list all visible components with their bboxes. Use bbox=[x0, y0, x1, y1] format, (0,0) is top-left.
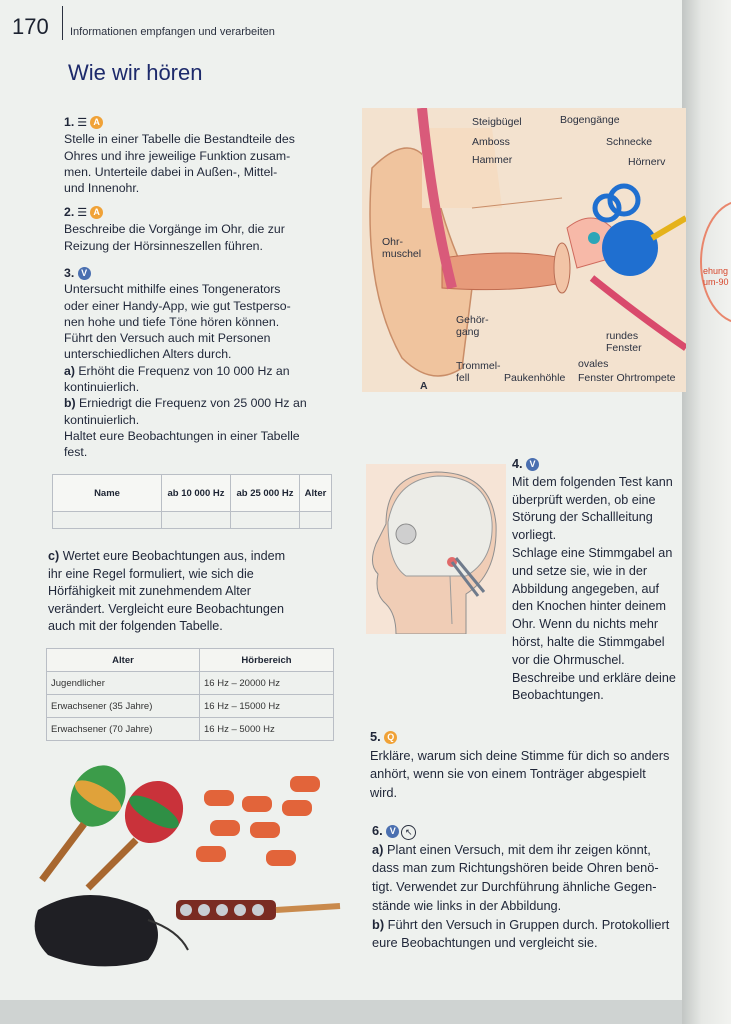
task-3c bbox=[48, 548, 285, 636]
task-text-line: kontinuierlich. bbox=[64, 380, 140, 395]
task-text-line: Beobachtungen. bbox=[512, 688, 604, 703]
skull-illustration bbox=[366, 464, 506, 634]
subtask-label: a) bbox=[64, 363, 75, 378]
table-row bbox=[47, 695, 334, 718]
skull-tuning-fork-figure bbox=[366, 464, 506, 634]
table-cell: Erwachsener (70 Jahre) bbox=[47, 718, 200, 741]
task-text-line: Störung der Schallleitung bbox=[512, 510, 653, 525]
task-1 bbox=[64, 114, 295, 196]
task-text-line: Mit dem folgenden Test kann bbox=[512, 474, 673, 489]
task-text-line: Erhöht die Frequenz von 10 000 Hz an bbox=[78, 363, 290, 378]
task-text-line: vorliegt. bbox=[512, 528, 557, 543]
task-text-line: unterschiedlichen Alters durch. bbox=[64, 347, 232, 362]
task-text-line: und Innenohr. bbox=[64, 181, 140, 196]
table-header: ab 25 000 Hz bbox=[231, 475, 300, 512]
task-text-line: anhört, wenn sie von einem Tonträger abgespielt bbox=[370, 766, 646, 781]
label-hammer: Hammer bbox=[472, 154, 513, 166]
table-row bbox=[47, 718, 334, 741]
task-text-line: tigt. Verwendet zur Durchführung ähnliche Gegen- bbox=[372, 879, 657, 895]
page-number: 170 bbox=[12, 14, 49, 39]
task-text-line: vor die Ohrmuschel. bbox=[512, 652, 625, 667]
next-page-edge-text: ehung um-90 bbox=[703, 266, 729, 287]
table-row bbox=[47, 672, 334, 695]
task-text-line: Erniedrigt die Frequenz von 25 000 Hz an bbox=[79, 396, 307, 411]
subtask-label: a) bbox=[372, 841, 384, 857]
task-text-line: Untersucht mithilfe eines Tongenerators bbox=[64, 282, 281, 297]
table-cell: 16 Hz – 20000 Hz bbox=[200, 672, 334, 695]
label-steigbuegel: Steigbügel bbox=[472, 116, 522, 128]
label-ovales: ovales bbox=[578, 358, 609, 370]
label-paukenhoehle: Paukenhöhle bbox=[504, 372, 566, 384]
task-text-line: Beschreibe und erkläre deine bbox=[512, 670, 676, 685]
task-3 bbox=[64, 265, 307, 461]
task-text-line: Plant einen Versuch, mit dem ihr zeigen könnt, bbox=[386, 841, 651, 857]
task-text-line: Beschreibe die Vorgänge im Ohr, die zur bbox=[64, 222, 285, 237]
task-text-line: stände wie links in der Abbildung. bbox=[372, 897, 562, 913]
task-text-line: ihr eine Regel formuliert, wie sich die bbox=[48, 566, 254, 581]
task-text-line: kontinuierlich. bbox=[64, 412, 140, 427]
objects-illustration bbox=[28, 760, 358, 980]
task-text-line: dass man zum Richtungshören beide Ohren benö- bbox=[372, 860, 659, 876]
next-page-edge bbox=[682, 0, 731, 1024]
task-2 bbox=[64, 204, 285, 254]
task-number: 6. bbox=[372, 823, 383, 838]
list-icon: ☰ bbox=[77, 207, 88, 219]
figure-letter: A bbox=[420, 380, 428, 392]
task-text-line: verändert. Vergleicht eure Beobachtungen bbox=[48, 601, 284, 616]
task-text-line: Ohres und ihre jeweilige Funktion zusam- bbox=[64, 148, 291, 163]
task-4 bbox=[512, 456, 676, 705]
subtask-label: b) bbox=[64, 396, 76, 411]
task-text-line: nen hohe und tiefe Töne hören können. bbox=[64, 314, 280, 329]
page-title: Wie wir hören bbox=[68, 60, 203, 85]
hearing-range-table bbox=[46, 648, 334, 741]
task-text-line: wird. bbox=[370, 784, 398, 800]
task-text-line: Reizung der Hörsinneszellen führen. bbox=[64, 238, 263, 253]
task-number: 1. bbox=[64, 115, 75, 129]
table-cell: 16 Hz – 15000 Hz bbox=[200, 695, 334, 718]
cursor-icon: ↖ bbox=[401, 825, 416, 840]
task-text-line: oder einer Handy-App, wie gut Testperso- bbox=[64, 298, 291, 313]
task-text-line: men. Unterteile dabei in Außen-, Mittel- bbox=[64, 164, 278, 179]
header-divider bbox=[62, 6, 63, 40]
table-row bbox=[53, 512, 332, 529]
task-text-line: Hörfähigkeit mit zunehmendem Alter bbox=[48, 584, 251, 598]
observation-table bbox=[52, 474, 332, 529]
task-text-line: Schlage eine Stimmgabel an bbox=[512, 545, 673, 560]
table-header: Alter bbox=[300, 475, 332, 512]
task-text-line: Abbildung angegeben, auf bbox=[512, 581, 660, 596]
section-title: Informationen empfangen und verarbeiten bbox=[70, 26, 275, 38]
task-number: 2. bbox=[64, 205, 75, 219]
task-text-line: Stelle in einer Tabelle die Bestandteile des bbox=[64, 132, 295, 147]
table-header: ab 10 000 Hz bbox=[162, 475, 231, 512]
label-gehoergang: Gehör- gang bbox=[456, 314, 489, 338]
label-bogengaenge: Bogengänge bbox=[560, 114, 620, 126]
task-5 bbox=[370, 728, 669, 802]
task-number: 4. bbox=[512, 457, 523, 471]
label-schnecke: Schnecke bbox=[606, 136, 653, 148]
list-icon: ☰ bbox=[77, 117, 88, 129]
badge-v-icon: V bbox=[526, 458, 539, 471]
badge-v-icon: V bbox=[386, 825, 399, 838]
task-text-line: Ohr. Wenn du nichts mehr bbox=[512, 617, 659, 632]
badge-v-icon: V bbox=[78, 267, 91, 280]
task-6 bbox=[372, 822, 669, 953]
subtask-label: c) bbox=[48, 549, 60, 563]
task-text-line: auch mit der folgenden Tabelle. bbox=[48, 619, 223, 633]
label-hoernerv: Hörnerv bbox=[628, 156, 666, 168]
badge-a-icon: A bbox=[90, 206, 103, 219]
table-cell: Erwachsener (35 Jahre) bbox=[47, 695, 200, 718]
table-header: Hörbereich bbox=[200, 649, 334, 672]
table-cell: 16 Hz – 5000 Hz bbox=[200, 718, 334, 741]
task-text-line: Wertet eure Beobachtungen aus, indem bbox=[62, 549, 286, 563]
label-ohrmuschel: Ohr- muschel bbox=[382, 236, 422, 260]
task-text-line: Führt den Versuch in Gruppen durch. Protokolliert bbox=[387, 916, 670, 932]
table-header: Alter bbox=[47, 649, 200, 672]
ear-anatomy-figure bbox=[362, 108, 686, 392]
task-text-line: und setze sie, wie in der bbox=[512, 563, 648, 578]
task-text-line: den Knochen hinter deinem bbox=[512, 599, 667, 614]
label-trommelfell: Trommel- fell bbox=[456, 360, 501, 384]
label-rundes-fenster: rundes Fenster bbox=[606, 330, 642, 354]
table-header: Name bbox=[53, 475, 162, 512]
badge-q-icon: Q bbox=[384, 731, 397, 744]
task-text-line: überprüft werden, ob eine bbox=[512, 492, 656, 507]
task-text-line: fest. bbox=[64, 445, 88, 460]
task-text-line: Erkläre, warum sich deine Stimme für dich so anders bbox=[370, 747, 670, 763]
label-amboss: Amboss bbox=[472, 136, 510, 148]
task-number: 3. bbox=[64, 266, 75, 280]
table-cell: Jugendlicher bbox=[47, 672, 200, 695]
objects-photo bbox=[28, 760, 358, 980]
label-fenster-ohrtrompete: Fenster Ohrtrompete bbox=[578, 372, 676, 384]
task-text-line: eure Beobachtungen und vergleicht sie. bbox=[372, 935, 598, 951]
subtask-label: b) bbox=[372, 916, 385, 932]
task-number: 5. bbox=[370, 729, 381, 744]
badge-a-icon: A bbox=[90, 116, 103, 129]
task-text-line: Führt den Versuch auch mit Personen bbox=[64, 331, 271, 346]
task-text-line: Haltet eure Beobachtungen in einer Tabelle bbox=[64, 428, 300, 443]
task-text-line: hörst, halte die Stimmgabel bbox=[512, 634, 665, 649]
